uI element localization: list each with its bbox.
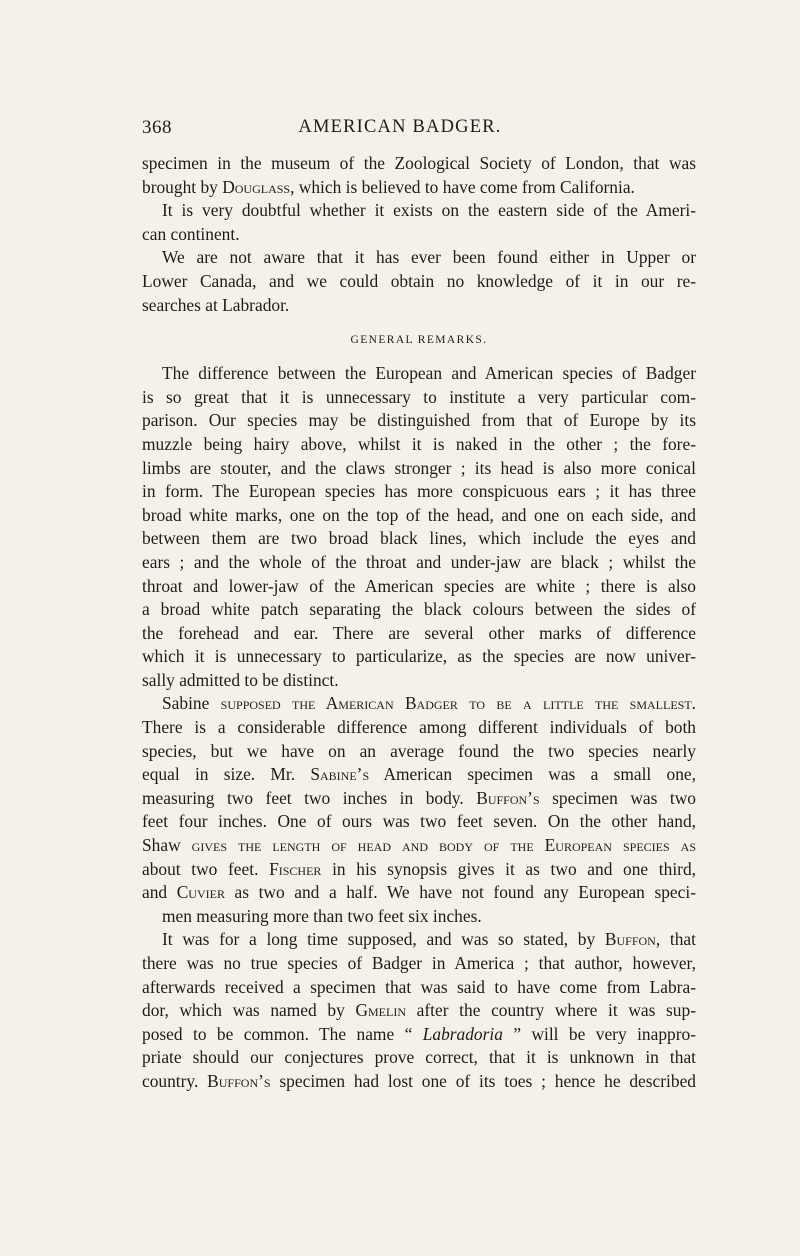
author-name: Buffon’s <box>476 787 540 808</box>
text-line: muzzle being hairy above, whilst it is naked in the other ; the fore- <box>142 433 696 454</box>
text-segment: about two feet. <box>142 858 270 879</box>
text-line <box>142 928 696 952</box>
text-line <box>142 176 696 200</box>
text-line: can continent. <box>142 223 240 244</box>
text-segment: posed to be common. The name “ <box>142 1023 423 1044</box>
author-name: gives the length of head and body of the European species as <box>180 835 696 856</box>
text-segment: ” will be very inappro- <box>502 1023 696 1044</box>
text-line <box>142 763 696 787</box>
text-segment: in his synopsis gives it as two and one third, <box>321 858 696 879</box>
text-line <box>142 881 696 905</box>
author-name: supposed the American Badger to be a little the smallest. <box>209 693 696 714</box>
text-line: there was no true species of Badger in America ; that author, however, <box>142 953 696 973</box>
page-header <box>0 117 800 141</box>
author-name: Fischer <box>269 858 322 879</box>
text-line: Lower Canada, and we could obtain no knowledge of it in our re- <box>142 270 696 291</box>
author-name: Buffon’s <box>207 1070 271 1091</box>
text-line: between them are two broad black lines, which include the eyes and <box>142 528 696 549</box>
text-line: The difference between the European and American species of Badger <box>162 363 696 384</box>
text-line: ears ; and the whole of the throat and under-jaw are black ; whilst the <box>142 551 696 572</box>
body-text <box>142 152 696 1094</box>
running-head: AMERICAN BADGER. <box>298 117 502 137</box>
text-line <box>142 999 696 1023</box>
text-segment: Shaw <box>142 835 181 856</box>
paragraph-3 <box>142 692 696 928</box>
text-line <box>142 834 696 858</box>
text-segment: Sabine <box>162 693 210 714</box>
text-line: parison. Our species may be distinguished from that of Europe by its <box>142 410 696 431</box>
text-line: men measuring more than two feet six inches. <box>162 905 482 926</box>
text-line <box>142 1070 696 1094</box>
text-line: It is very doubtful whether it exists on the eastern side of the Ameri- <box>162 200 696 221</box>
text-segment: , that <box>655 929 696 950</box>
section-heading: GENERAL REMARKS. <box>350 334 488 347</box>
text-segment: dor, which was named by <box>142 1000 356 1021</box>
text-line: limbs are stouter, and the claws stronger ; its head is also more conical <box>142 457 696 478</box>
text-segment: , which is believed to have come from California. <box>290 176 635 197</box>
text-line: sally admitted to be distinct. <box>142 669 339 690</box>
italic-term: Labradoria <box>422 1023 503 1044</box>
text-segment: specimen was two <box>539 787 697 808</box>
text-line <box>142 1023 696 1047</box>
text-line <box>142 858 696 882</box>
text-line: throat and lower-jaw of the American species are white ; there is also <box>142 575 696 596</box>
text-segment: country. <box>142 1070 208 1091</box>
author-name: Douglass <box>222 176 291 197</box>
text-line: feet four inches. One of ours was two feet seven. On the other hand, <box>142 811 696 832</box>
paragraph-4 <box>142 928 696 1093</box>
text-segment: and <box>142 882 177 903</box>
text-segment: as two and a half. We have not found any European speci- <box>224 882 696 903</box>
page-number: 368 <box>142 117 172 138</box>
text-segment: It was for a long time supposed, and was so stated, by <box>162 929 605 950</box>
text-segment: American specimen was a small one, <box>369 764 697 785</box>
text-line: afterwards received a specimen that was said to have come from Labra- <box>142 976 696 997</box>
text-line: We are not aware that it has ever been found either in Upper or <box>162 247 696 268</box>
text-line: in form. The European species has more conspicuous ears ; it has three <box>142 481 696 502</box>
paragraph-2 <box>142 362 696 692</box>
text-segment: brought by <box>142 176 223 197</box>
text-line <box>142 787 696 811</box>
text-line: the forehead and ear. There are several other marks of difference <box>142 622 696 643</box>
text-segment: after the country where it was sup- <box>406 1000 696 1021</box>
author-name: Gmelin <box>355 1000 406 1021</box>
text-line: species, but we have on an average found the two species nearly <box>142 740 696 761</box>
author-name: Buffon <box>604 929 656 950</box>
text-segment: equal in size. Mr. <box>142 764 311 785</box>
author-name: Cuvier <box>176 882 225 903</box>
text-line: specimen in the museum of the Zoological Society of London, that was <box>142 153 696 173</box>
text-line: searches at Labrador. <box>142 294 290 315</box>
text-line: priate should our conjectures prove correct, that it is unknown in that <box>142 1047 696 1068</box>
paragraph-1 <box>142 152 696 317</box>
text-line: which it is unnecessary to particularize, as the species are now univer- <box>142 646 696 667</box>
author-name: Sabine’s <box>310 764 370 785</box>
text-line: a broad white patch separating the black colours between the sides of <box>142 599 696 620</box>
text-line: There is a considerable difference among different individuals of both <box>142 717 696 738</box>
text-segment: specimen had lost one of its toes ; hence he described <box>270 1070 696 1091</box>
text-segment: measuring two feet two inches in body. <box>142 787 477 808</box>
text-line: is so great that it is unnecessary to institute a very particular com- <box>142 386 696 407</box>
text-line <box>142 692 696 716</box>
text-line: broad white marks, one on the top of the head, and one on each side, and <box>142 504 696 525</box>
